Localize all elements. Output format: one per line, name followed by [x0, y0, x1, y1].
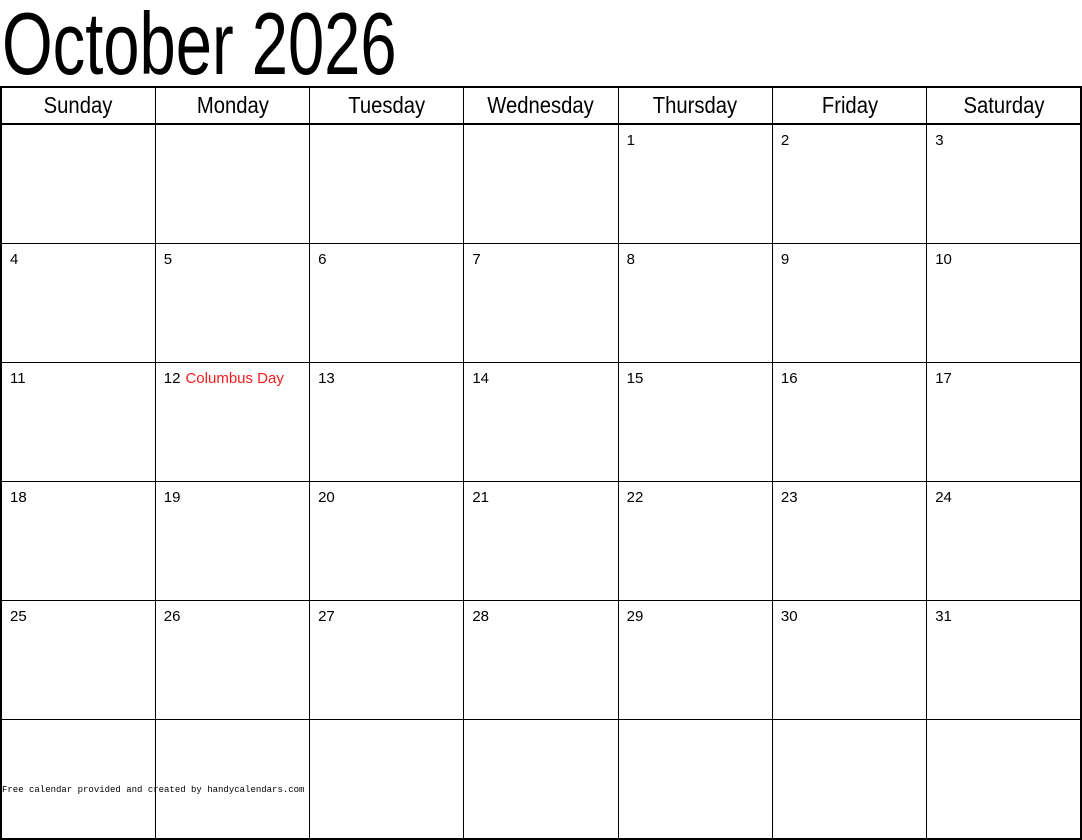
weekday-label: Thursday	[653, 92, 738, 118]
calendar-week-row	[1, 601, 1081, 720]
calendar-day-cell	[618, 244, 772, 363]
weekday-header-row	[1, 87, 1081, 124]
day-number: 20	[318, 489, 335, 506]
day-number: 11	[10, 370, 26, 387]
calendar-day-cell	[618, 363, 772, 482]
weekday-label: Tuesday	[348, 92, 426, 118]
weekday-header-saturday	[927, 87, 1081, 124]
calendar-day-cell	[464, 720, 618, 840]
calendar-day-cell	[1, 720, 155, 840]
calendar-table	[0, 86, 1082, 840]
day-number: 2	[780, 132, 790, 149]
weekday-label: Saturday	[963, 92, 1045, 118]
calendar-day-cell	[1, 482, 155, 601]
calendar-day-cell	[310, 720, 464, 840]
calendar-day-cell	[464, 244, 618, 363]
calendar-day-cell	[155, 482, 309, 601]
calendar-day-cell	[155, 244, 309, 363]
day-number: 28	[472, 608, 490, 625]
day-number: 3	[935, 132, 944, 149]
day-number: 21	[472, 489, 490, 506]
day-number: 10	[935, 251, 952, 268]
calendar-day-cell	[310, 244, 464, 363]
day-number: 13	[318, 370, 335, 387]
day-number: 8	[626, 251, 635, 268]
day-number: 22	[626, 489, 644, 506]
calendar-week-row	[1, 720, 1081, 840]
day-number: 24	[935, 489, 952, 506]
day-number: 9	[780, 251, 790, 268]
calendar-day-cell	[618, 601, 772, 720]
day-number: 29	[626, 608, 644, 625]
page-title: October 2026	[2, 0, 397, 93]
weekday-header-friday	[772, 87, 926, 124]
calendar-day-cell	[927, 244, 1081, 363]
day-number: 31	[935, 608, 952, 625]
weekday-label: Sunday	[44, 92, 113, 118]
calendar-day-cell	[772, 363, 926, 482]
calendar-day-cell	[772, 720, 926, 840]
weekday-header-monday	[155, 87, 309, 124]
calendar-week-row	[1, 124, 1081, 244]
day-number: 5	[163, 251, 173, 268]
day-number: 4	[10, 251, 19, 268]
calendar-day-cell	[155, 720, 309, 840]
calendar-day-cell	[464, 124, 618, 244]
day-number: 18	[10, 489, 27, 506]
day-number: 16	[780, 370, 798, 387]
weekday-label: Friday	[821, 92, 878, 118]
calendar-day-cell	[1, 124, 155, 244]
calendar-day-cell	[618, 124, 772, 244]
weekday-header-wednesday	[464, 87, 618, 124]
footer-credit: Free calendar provided and created by handycalendars.com	[2, 785, 305, 795]
weekday-label: Wednesday	[487, 92, 595, 118]
day-number: 27	[318, 608, 335, 625]
calendar-day-cell	[927, 363, 1081, 482]
day-number: 26	[163, 608, 181, 625]
calendar-day-cell	[772, 244, 926, 363]
weekday-header-thursday	[618, 87, 772, 124]
day-number: 1	[626, 132, 635, 149]
calendar-day-cell	[1, 363, 155, 482]
calendar-day-cell	[927, 601, 1081, 720]
calendar-day-cell	[464, 363, 618, 482]
calendar-day-cell	[772, 124, 926, 244]
calendar-day-cell	[618, 482, 772, 601]
calendar-day-cell	[772, 482, 926, 601]
calendar-day-cell	[927, 124, 1081, 244]
calendar-day-cell	[310, 482, 464, 601]
calendar-day-cell	[927, 482, 1081, 601]
calendar-day-cell	[618, 720, 772, 840]
holiday-label: Columbus Day	[185, 370, 284, 387]
calendar-week-row	[1, 363, 1081, 482]
day-number: 14	[472, 370, 490, 387]
weekday-label: Monday	[196, 92, 269, 118]
weekday-header-sunday	[1, 87, 155, 124]
calendar-day-cell	[310, 363, 464, 482]
day-number: 7	[472, 251, 481, 268]
calendar-day-cell	[772, 601, 926, 720]
calendar-day-cell	[464, 601, 618, 720]
calendar-day-cell	[1, 601, 155, 720]
calendar-day-cell	[1, 244, 155, 363]
calendar-day-cell	[310, 124, 464, 244]
weekday-header-tuesday	[310, 87, 464, 124]
calendar-day-cell	[155, 601, 309, 720]
calendar-header	[1, 87, 1081, 124]
day-number: 12	[163, 370, 181, 387]
calendar-day-cell	[927, 720, 1081, 840]
day-number: 17	[935, 370, 952, 387]
day-number: 30	[780, 608, 798, 625]
calendar-day-cell	[310, 601, 464, 720]
calendar-body	[1, 124, 1081, 839]
calendar-week-row	[1, 482, 1081, 601]
calendar-day-cell	[464, 482, 618, 601]
calendar-week-row	[1, 244, 1081, 363]
calendar-day-cell	[155, 363, 309, 482]
day-number: 6	[318, 251, 327, 268]
day-number: 25	[10, 608, 27, 625]
calendar-day-cell	[155, 124, 309, 244]
day-number: 15	[626, 370, 644, 387]
day-number: 19	[163, 489, 181, 506]
day-number: 23	[780, 489, 798, 506]
